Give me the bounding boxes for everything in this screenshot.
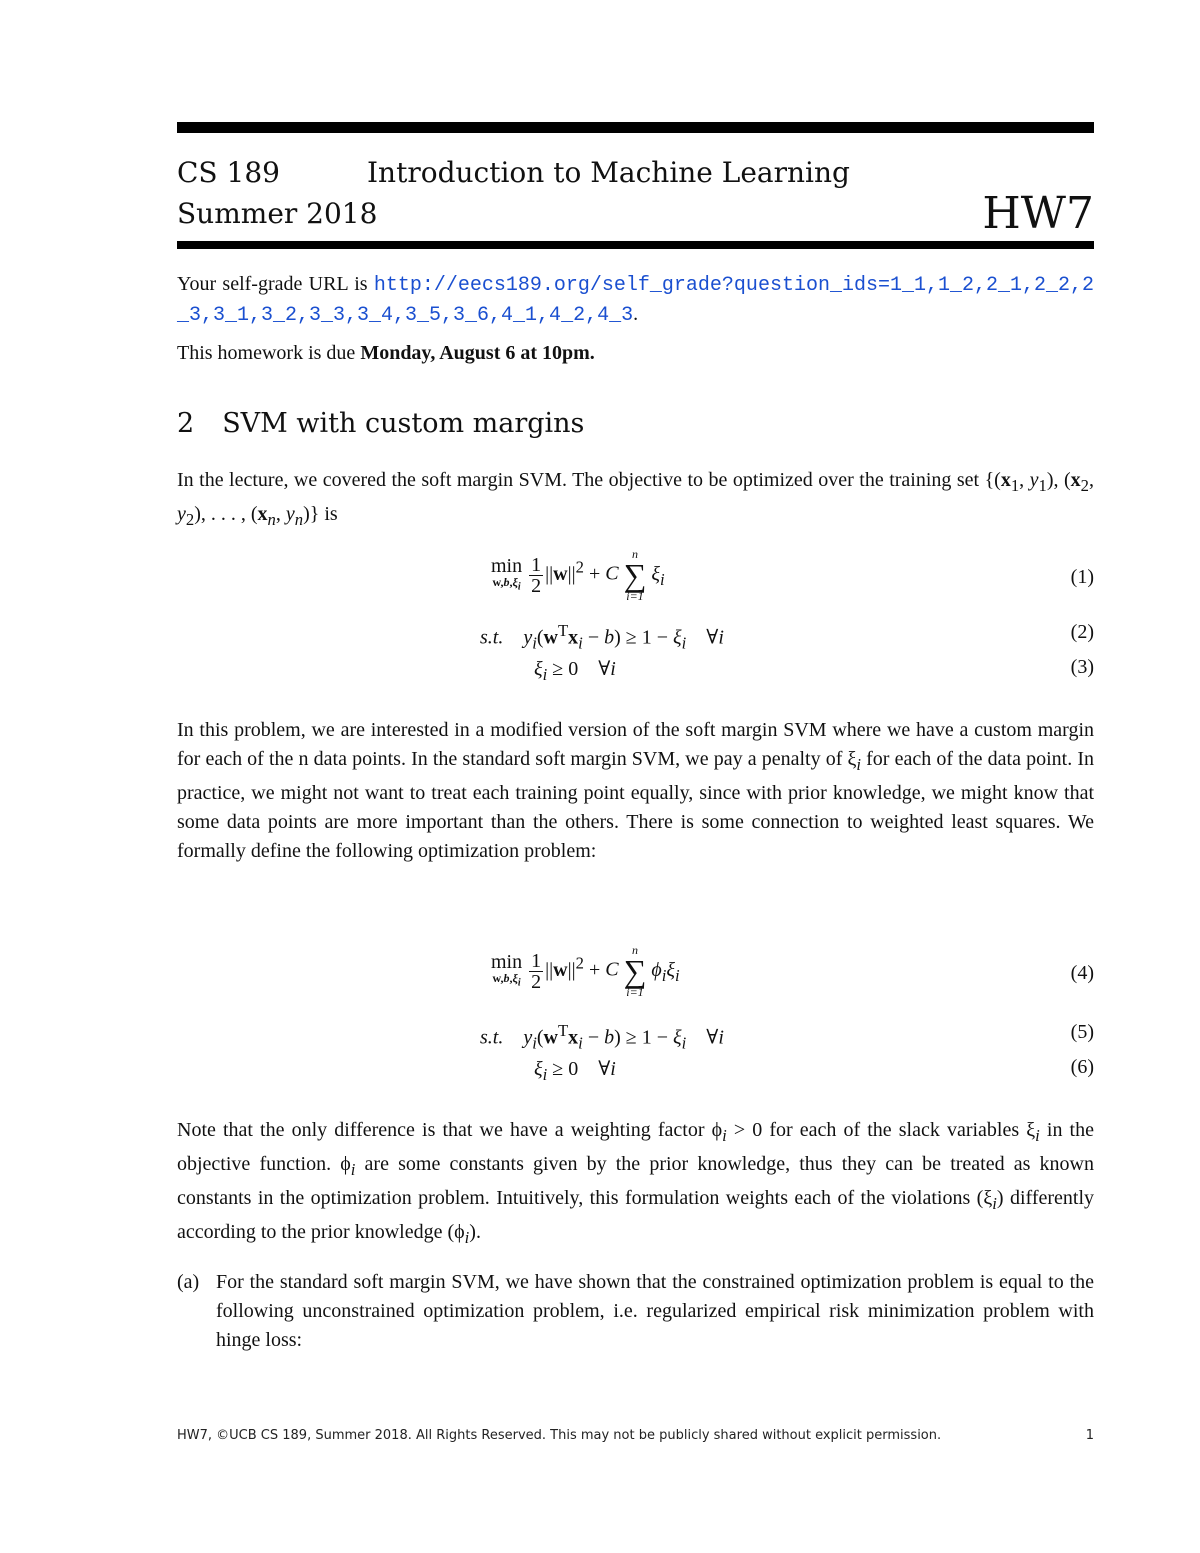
assignment-id: HW7 <box>982 188 1094 239</box>
equation-4-tag: (4) <box>1070 962 1094 984</box>
equation-1-body: min $w,b,\xi_i$ $\frac{1}{2}$ $||w||^2 + C$ n ∑ i=1 $\xi_i$ <box>491 547 665 603</box>
header-bottom-rule <box>177 241 1094 249</box>
problem-text-b: for each of the data point. In practice, we might not want to treat each training point equally, since with prior knowledge, we might know that some data points are more important than the others. There is some connection to weighted least squares. We formally define the following optimization problem: <box>177 748 1094 862</box>
equation-6 <box>177 1056 1094 1090</box>
section-title: SVM with custom margins <box>222 408 585 439</box>
selfgrade-suffix: . <box>633 303 639 325</box>
equation-5 <box>177 1021 1094 1055</box>
section-number: 2 <box>177 408 195 439</box>
part-a-label: (a) <box>177 1271 200 1293</box>
course-title: Introduction to Machine Learning <box>367 156 850 189</box>
note-text-b: > 0 for each of the slack variables ξ <box>726 1119 1036 1141</box>
note-text-c: in the objective function. ϕ <box>177 1119 1094 1175</box>
equation-3-body: $\xi_i \ge 0$ ∀i <box>534 658 616 684</box>
equation-5-body: s.t. $y_i(w^Tx_i - b) \ge 1 - \xi_i$ ∀i <box>480 1021 724 1053</box>
footer-text: HW7, ©UCB CS 189, Summer 2018. All Rights Reserved. This may not be publicly shared without explicit permission. <box>177 1428 942 1443</box>
header-top-rule <box>177 122 1094 133</box>
course-code: CS 189 <box>177 156 280 189</box>
equation-6-body: $\xi_i \ge 0$ ∀i <box>534 1058 616 1084</box>
due-prefix: This homework is due <box>177 342 361 364</box>
note-text-e: ) differently according to the prior knowledge (ϕ <box>177 1187 1095 1243</box>
equation-1 <box>177 548 1094 608</box>
page-number: 1 <box>1085 1428 1094 1443</box>
problem-paragraph: In this problem, we are interested in a modified version of the soft margin SVM where we have a custom margin for each of the n data points. In the standard soft margin SVM, we pay a penalty of $\xi_i$ for each of the data point. In practice, we might not want to treat each training point equally, since with prior knowledge, we might know that some data points are more important than the others. There is some connection to weighted least squares. We formally define the following optimization problem: <box>177 719 1094 862</box>
due-paragraph <box>177 339 1094 368</box>
problem-text-a: In this problem, we are interested in a modified version of the soft margin SVM where we have a custom margin for each of the n data points. In the standard soft margin SVM, we pay a penalty of ξ <box>177 719 1094 770</box>
selfgrade-prefix: Your self-grade URL is <box>177 273 374 295</box>
page-footer <box>177 1428 1094 1443</box>
note-text-a: Note that the only difference is that we have a weighting factor ϕ <box>177 1119 723 1141</box>
equation-2 <box>177 621 1094 655</box>
due-date: Monday, August 6 at 10pm. <box>360 342 595 364</box>
equation-3-tag: (3) <box>1070 656 1094 678</box>
intro-paragraph <box>177 466 1094 534</box>
equation-3 <box>177 656 1094 690</box>
equation-2-tag: (2) <box>1070 621 1094 643</box>
course-term: Summer 2018 <box>177 197 378 230</box>
equation-4 <box>177 944 1094 1004</box>
equation-6-tag: (6) <box>1070 1056 1094 1078</box>
equation-1-tag: (1) <box>1070 566 1094 588</box>
part-a-text: For the standard soft margin SVM, we have shown that the constrained optimization problem is equal to the following unconstrained optimization problem, i.e. regularized empirical risk minimization problem with hinge loss: <box>216 1271 1094 1351</box>
selfgrade-link[interactable]: http://eecs189.org/self_grade?question_ids=1_1,1_2,2_1,2_2,2_3,3_1,3_2,3_3,3_4,3_5,3_6,4_1,4_2,4_3 <box>177 274 1094 327</box>
intro-text-a: In the lecture, we covered the soft margin SVM. The objective to be optimized over the training set <box>177 469 985 491</box>
intro-text-b: is <box>319 503 338 525</box>
training-set-math: {($x_1$, $y_1$), ($x_2$, $y_2$), . . . , ($x_n$, $y_n$)} <box>177 469 1094 529</box>
equation-2-body: s.t. $y_i(w^Tx_i - b) \ge 1 - \xi_i$ ∀i <box>480 621 724 653</box>
note-paragraph: Note that the only difference is that we have a weighting factor $\phi_i > 0$ for each of the slack variables $\xi_i$ in the objective function. $\phi_i$ are some constants given by the prior knowledge, thus they can be treated as known constants in the optimization problem. Intuitively, this formulation weights each of the violations $(\xi_i)$ differently according to the prior knowledge $(\phi_i)$. <box>177 1119 1095 1247</box>
note-text-f: ). <box>469 1221 481 1243</box>
equation-4-body: min $w,b,\xi_i$ $\frac{1}{2}$ $||w||^2 + C$ n ∑ i=1 $\phi_i\xi_i$ <box>491 943 680 999</box>
section-heading <box>177 408 584 439</box>
selfgrade-paragraph <box>177 270 1094 330</box>
note-text-d: are some constants given by the prior knowledge, thus they can be treated as known constants in the optimization problem. Intuitively, this formulation weights each of the violations (ξ <box>177 1153 1094 1209</box>
equation-5-tag: (5) <box>1070 1021 1094 1043</box>
